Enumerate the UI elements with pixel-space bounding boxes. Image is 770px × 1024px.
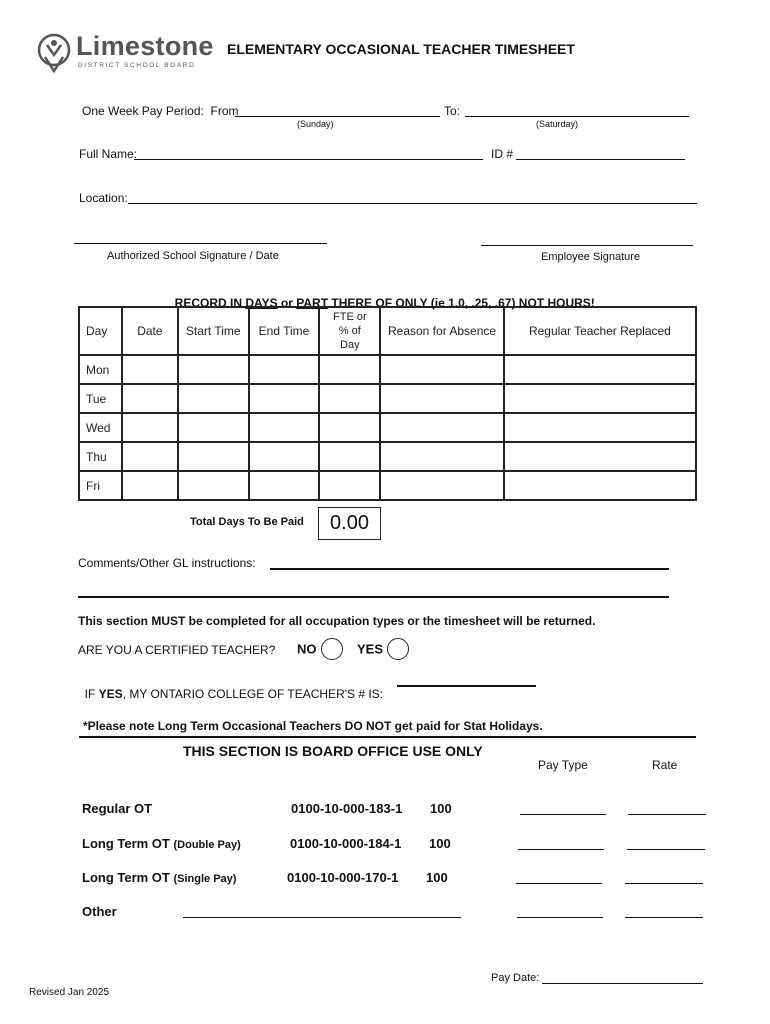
row-lto-single-label xyxy=(82,870,236,885)
pay-date-label: Pay Date: xyxy=(491,972,540,984)
header-reason: Reason for Absence xyxy=(380,307,504,355)
start-time-cell[interactable] xyxy=(178,413,249,442)
teacher-replaced-cell[interactable] xyxy=(504,471,696,500)
record-note-days: DAYS xyxy=(245,296,278,310)
row-other-label: Other xyxy=(82,904,117,919)
date-cell[interactable] xyxy=(122,471,178,500)
employee-signature-field[interactable] xyxy=(481,245,693,246)
end-time-cell[interactable] xyxy=(249,442,320,471)
reason-cell[interactable] xyxy=(380,413,504,442)
certified-no-radio[interactable] xyxy=(321,638,343,660)
row-lto-single-account: 0100-10-000-170-1 xyxy=(287,870,399,885)
reason-cell[interactable] xyxy=(380,384,504,413)
row-lto-single-pay-type-field[interactable] xyxy=(516,883,602,884)
row-regular-ot-code: 100 xyxy=(430,801,452,816)
location-label: Location: xyxy=(79,191,128,205)
table-row xyxy=(79,384,696,413)
row-other-description-field[interactable] xyxy=(183,917,461,918)
record-note-pre: RECORD IN xyxy=(174,296,246,310)
row-lto-double-account: 0100-10-000-184-1 xyxy=(290,836,402,851)
teacher-replaced-cell[interactable] xyxy=(504,413,696,442)
end-time-cell[interactable] xyxy=(249,384,320,413)
row-regular-ot-pay-type-field[interactable] xyxy=(520,814,606,815)
comments-label: Comments/Other GL instructions: xyxy=(78,556,256,570)
record-note-mid: or xyxy=(277,296,297,310)
day-label: Fri xyxy=(79,471,122,500)
sunday-hint: (Sunday) xyxy=(297,119,334,129)
row-other-pay-type-field[interactable] xyxy=(517,917,603,918)
stat-holiday-note: *Please note Long Term Occasional Teachers DO NOT get paid for Stat Holidays. xyxy=(83,719,543,733)
table-header-row xyxy=(79,307,696,355)
logo-name: Limestone xyxy=(76,31,214,61)
header-date: Date xyxy=(122,307,178,355)
fte-cell[interactable] xyxy=(319,442,380,471)
comments-field[interactable] xyxy=(270,568,669,570)
certified-question: ARE YOU A CERTIFIED TEACHER? xyxy=(78,643,276,657)
date-cell[interactable] xyxy=(122,384,178,413)
day-label: Mon xyxy=(79,355,122,384)
fte-cell[interactable] xyxy=(319,413,380,442)
must-complete-note: This section MUST be completed for all occupation types or the timesheet will be returned. xyxy=(78,614,596,628)
day-label: Thu xyxy=(79,442,122,471)
rate-header: Rate xyxy=(652,758,678,772)
end-time-cell[interactable] xyxy=(249,471,320,500)
start-time-cell[interactable] xyxy=(178,384,249,413)
board-section-divider xyxy=(79,736,696,738)
page-title: ELEMENTARY OCCASIONAL TEACHER TIMESHEET xyxy=(227,41,575,57)
fte-cell[interactable] xyxy=(319,355,380,384)
id-label: ID # xyxy=(491,147,514,161)
header-start-time: Start Time xyxy=(178,307,249,355)
pay-period-to-field[interactable] xyxy=(465,116,689,117)
certified-no-label: NO xyxy=(297,641,317,657)
total-days-label: Total Days To Be Paid xyxy=(190,516,304,528)
pay-type-header: Pay Type xyxy=(538,758,588,772)
limestone-logo-icon xyxy=(36,33,72,73)
location-field[interactable] xyxy=(128,203,697,204)
end-time-cell[interactable] xyxy=(249,413,320,442)
date-cell[interactable] xyxy=(122,413,178,442)
header-end-time: End Time xyxy=(249,307,320,355)
timesheet-table xyxy=(78,306,697,501)
row-lto-single-code: 100 xyxy=(426,870,448,885)
fte-cell[interactable] xyxy=(319,471,380,500)
id-field[interactable] xyxy=(516,159,685,160)
reason-cell[interactable] xyxy=(380,355,504,384)
full-name-field[interactable] xyxy=(134,159,483,160)
teacher-replaced-cell[interactable] xyxy=(504,442,696,471)
certified-yes-label: YES xyxy=(357,641,384,657)
row-lto-single-rate-field[interactable] xyxy=(625,883,703,884)
teacher-replaced-cell[interactable] xyxy=(504,355,696,384)
board-section-title: THIS SECTION IS BOARD OFFICE USE ONLY xyxy=(183,743,483,759)
table-row xyxy=(79,442,696,471)
start-time-cell[interactable] xyxy=(178,442,249,471)
record-note-part: PART xyxy=(296,296,329,310)
reason-cell[interactable] xyxy=(380,442,504,471)
total-days-field[interactable]: 0.00 xyxy=(318,507,381,540)
certified-no-option xyxy=(297,638,343,660)
row-lto-double-label xyxy=(82,836,241,851)
employee-signature-label: Employee Signature xyxy=(541,251,641,263)
start-time-cell[interactable] xyxy=(178,471,249,500)
teacher-replaced-cell[interactable] xyxy=(504,384,696,413)
octn-pre: IF xyxy=(84,687,99,701)
pay-date-field[interactable] xyxy=(542,983,703,984)
row-regular-ot-label: Regular OT xyxy=(82,801,153,816)
table-row xyxy=(79,471,696,500)
row-lto-double-suffix: (Double Pay) xyxy=(173,839,241,851)
pay-period-to-label: To: xyxy=(444,104,461,118)
row-regular-ot-rate-field[interactable] xyxy=(628,814,706,815)
full-name-label: Full Name: xyxy=(79,147,138,161)
day-label: Wed xyxy=(79,413,122,442)
row-lto-double-rate-field[interactable] xyxy=(627,849,705,850)
date-cell[interactable] xyxy=(122,355,178,384)
pay-period-from-field[interactable] xyxy=(235,116,440,117)
header-teacher-replaced: Regular Teacher Replaced xyxy=(504,307,696,355)
octn-post: , MY ONTARIO COLLEGE OF TEACHER'S # IS: xyxy=(122,687,384,701)
comments-field-line-2[interactable] xyxy=(78,596,669,598)
school-signature-label: Authorized School Signature / Date xyxy=(107,250,279,262)
reason-cell[interactable] xyxy=(380,471,504,500)
row-lto-double-title: Long Term OT xyxy=(82,836,170,851)
octn-label xyxy=(78,673,383,701)
header-fte: FTE or % of Day xyxy=(319,307,380,355)
record-note-post: THERE OF ONLY (ie 1.0, .25, .67) NOT HOURS! xyxy=(328,296,595,310)
row-other-rate-field[interactable] xyxy=(625,917,703,918)
certified-yes-option xyxy=(357,638,409,660)
day-label: Tue xyxy=(79,384,122,413)
row-lto-single-title: Long Term OT xyxy=(82,870,170,885)
logo-subtitle: DISTRICT SCHOOL BOARD xyxy=(78,62,196,69)
start-time-cell[interactable] xyxy=(178,355,249,384)
fte-cell[interactable] xyxy=(319,384,380,413)
octn-yes: YES xyxy=(98,687,123,701)
pay-period-from-label: One Week Pay Period: From xyxy=(82,104,239,118)
saturday-hint: (Saturday) xyxy=(536,119,579,129)
end-time-cell[interactable] xyxy=(249,355,320,384)
certified-yes-radio[interactable] xyxy=(387,638,409,660)
row-lto-single-suffix: (Single Pay) xyxy=(173,873,237,885)
row-lto-double-pay-type-field[interactable] xyxy=(518,849,604,850)
date-cell[interactable] xyxy=(122,442,178,471)
revised-date: Revised Jan 2025 xyxy=(29,987,110,998)
octn-field[interactable] xyxy=(397,685,536,687)
school-signature-field[interactable] xyxy=(74,243,327,244)
row-lto-double-code: 100 xyxy=(429,836,451,851)
table-row xyxy=(79,355,696,384)
header-day: Day xyxy=(79,307,122,355)
table-row xyxy=(79,413,696,442)
row-regular-ot-account: 0100-10-000-183-1 xyxy=(291,801,403,816)
